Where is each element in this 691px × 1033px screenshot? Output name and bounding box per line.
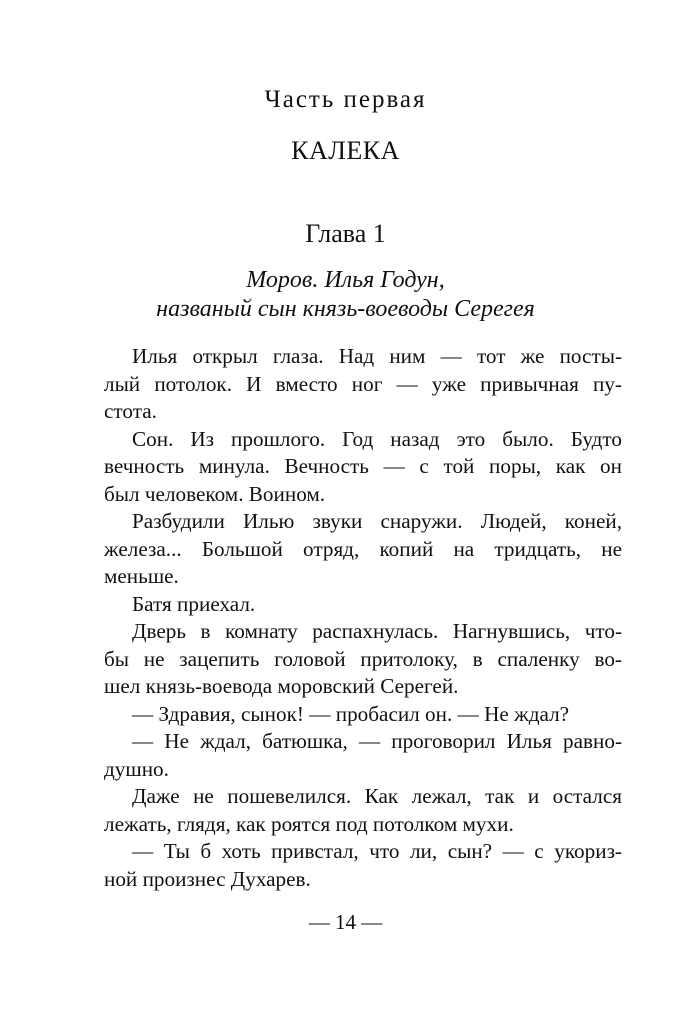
text-line: Дверь в комнату распахнулась. Нагнувшись, что- xyxy=(132,619,622,643)
text-line: ной произнес Духарев. xyxy=(104,866,311,891)
text-line: вечность минула. Вечность — с той поры, как он xyxy=(104,454,622,478)
text-line: шел князь-воевода моровский Серегей. xyxy=(104,674,459,698)
text-line: лежать, глядя, как роятся под потолком мухи. xyxy=(104,811,514,836)
text-line: душно. xyxy=(104,756,169,781)
book-title: КАЛЕКА xyxy=(291,136,400,165)
text-line: стота. xyxy=(104,399,157,423)
body-text xyxy=(104,343,622,893)
page-number: — 14 — xyxy=(308,910,383,934)
text-line: — Не ждал, батюшка, — проговорил Илья равно- xyxy=(132,729,622,753)
text-line: Даже не пошевелился. Как лежал, так и остался xyxy=(132,784,622,808)
text-line: меньше. xyxy=(104,564,179,588)
subtitle-line: Моров. Илья Годун, xyxy=(246,267,445,293)
text-line: Батя приехал. xyxy=(132,591,256,616)
text-line: Разбудили Илью звуки снаружи. Людей, коней, xyxy=(132,509,622,533)
text-line: Илья открыл глаза. Над ним — тот же посты- xyxy=(132,344,622,368)
text-line: железа... Большой отряд, копий на тридцать, не xyxy=(104,536,622,561)
text-line: — Ты б хоть привстал, что ли, сын? — с укориз- xyxy=(132,839,622,863)
text-line: — Здравия, сынок! — пробасил он. — Не ждал? xyxy=(132,701,570,726)
chapter-subtitle xyxy=(0,266,691,324)
text-line: Сон. Из прошлого. Год назад это было. Будто xyxy=(132,426,622,451)
text-line: был человеком. Воином. xyxy=(104,481,326,506)
chapter-title: Глава 1 xyxy=(305,219,386,248)
text-line: лый потолок. И вместо ног — уже привычная пу- xyxy=(104,371,622,396)
text-line: бы не зацепить головой притолоку, в спаленку во- xyxy=(104,646,622,671)
subtitle-line: названый сын князь-воеводы Серегея xyxy=(156,296,535,322)
part-title: Часть первая xyxy=(264,86,427,113)
